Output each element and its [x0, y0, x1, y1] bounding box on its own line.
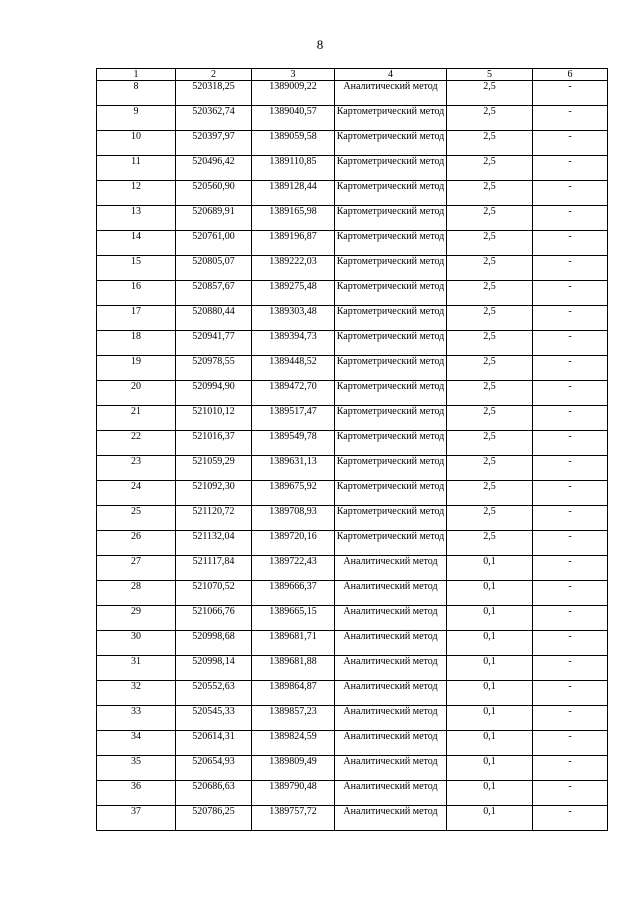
coord-x-cell: 520654,93 [176, 756, 252, 781]
coord-y-cell: 1389666,37 [252, 581, 335, 606]
accuracy-cell: 2,5 [447, 506, 533, 531]
coord-x-cell: 521117,84 [176, 556, 252, 581]
method-cell: Аналитический метод [335, 806, 447, 831]
point-number-cell: 23 [97, 456, 176, 481]
point-number-cell: 35 [97, 756, 176, 781]
point-number-cell: 8 [97, 81, 176, 106]
table-row [97, 106, 608, 131]
coord-x-cell: 520686,63 [176, 781, 252, 806]
coord-x-cell: 520978,55 [176, 356, 252, 381]
coord-x-cell: 520552,63 [176, 681, 252, 706]
accuracy-cell: 0,1 [447, 731, 533, 756]
coord-y-cell: 1389517,47 [252, 406, 335, 431]
table-row [97, 781, 608, 806]
method-cell: Аналитический метод [335, 631, 447, 656]
page-number: 8 [316, 37, 324, 52]
coord-y-cell: 1389222,03 [252, 256, 335, 281]
method-cell: Картометрический метод [335, 156, 447, 181]
point-number-cell: 9 [97, 106, 176, 131]
point-number-cell: 16 [97, 281, 176, 306]
coord-x-cell: 520994,90 [176, 381, 252, 406]
note-cell: - [533, 406, 608, 431]
table-row [97, 581, 608, 606]
accuracy-cell: 0,1 [447, 631, 533, 656]
coord-y-cell: 1389864,87 [252, 681, 335, 706]
method-cell: Картометрический метод [335, 256, 447, 281]
point-number-cell: 11 [97, 156, 176, 181]
table-row [97, 206, 608, 231]
note-cell: - [533, 456, 608, 481]
coord-y-cell: 1389165,98 [252, 206, 335, 231]
note-cell: - [533, 506, 608, 531]
method-cell: Картометрический метод [335, 106, 447, 131]
table-row [97, 806, 608, 831]
point-number-cell: 26 [97, 531, 176, 556]
point-number-cell: 28 [97, 581, 176, 606]
accuracy-cell: 0,1 [447, 806, 533, 831]
coord-y-cell: 1389059,58 [252, 131, 335, 156]
coord-x-cell: 520880,44 [176, 306, 252, 331]
coord-y-cell: 1389722,43 [252, 556, 335, 581]
note-cell: - [533, 806, 608, 831]
point-number-cell: 25 [97, 506, 176, 531]
column-header: 2 [176, 69, 252, 81]
note-cell: - [533, 431, 608, 456]
coord-y-cell: 1389549,78 [252, 431, 335, 456]
point-number-cell: 18 [97, 331, 176, 356]
note-cell: - [533, 81, 608, 106]
note-cell: - [533, 356, 608, 381]
method-cell: Картометрический метод [335, 406, 447, 431]
coordinates-table [96, 68, 608, 831]
coord-y-cell: 1389720,16 [252, 531, 335, 556]
accuracy-cell: 0,1 [447, 581, 533, 606]
coord-y-cell: 1389708,93 [252, 506, 335, 531]
accuracy-cell: 2,5 [447, 381, 533, 406]
method-cell: Картометрический метод [335, 131, 447, 156]
accuracy-cell: 2,5 [447, 181, 533, 206]
point-number-cell: 29 [97, 606, 176, 631]
coord-x-cell: 520786,25 [176, 806, 252, 831]
coord-x-cell: 520318,25 [176, 81, 252, 106]
accuracy-cell: 0,1 [447, 606, 533, 631]
point-number-cell: 37 [97, 806, 176, 831]
point-number-cell: 14 [97, 231, 176, 256]
table-row [97, 631, 608, 656]
table-row [97, 181, 608, 206]
accuracy-cell: 0,1 [447, 706, 533, 731]
coord-y-cell: 1389809,49 [252, 756, 335, 781]
table-row [97, 706, 608, 731]
table-row [97, 381, 608, 406]
accuracy-cell: 0,1 [447, 556, 533, 581]
note-cell: - [533, 106, 608, 131]
table-row [97, 456, 608, 481]
coord-x-cell: 520689,91 [176, 206, 252, 231]
point-number-cell: 12 [97, 181, 176, 206]
accuracy-cell: 2,5 [447, 331, 533, 356]
point-number-cell: 10 [97, 131, 176, 156]
point-number-cell: 19 [97, 356, 176, 381]
point-number-cell: 20 [97, 381, 176, 406]
note-cell: - [533, 731, 608, 756]
table-row [97, 256, 608, 281]
column-header: 6 [533, 69, 608, 81]
coord-x-cell: 521120,72 [176, 506, 252, 531]
note-cell: - [533, 581, 608, 606]
table-row [97, 481, 608, 506]
point-number-cell: 21 [97, 406, 176, 431]
note-cell: - [533, 706, 608, 731]
method-cell: Картометрический метод [335, 356, 447, 381]
coord-y-cell: 1389681,71 [252, 631, 335, 656]
coord-x-cell: 521070,52 [176, 581, 252, 606]
note-cell: - [533, 206, 608, 231]
note-cell: - [533, 231, 608, 256]
accuracy-cell: 2,5 [447, 231, 533, 256]
method-cell: Аналитический метод [335, 581, 447, 606]
table-header-row [97, 69, 608, 81]
method-cell: Картометрический метод [335, 181, 447, 206]
point-number-cell: 24 [97, 481, 176, 506]
coord-y-cell: 1389757,72 [252, 806, 335, 831]
coord-y-cell: 1389790,48 [252, 781, 335, 806]
point-number-cell: 34 [97, 731, 176, 756]
method-cell: Аналитический метод [335, 656, 447, 681]
coord-x-cell: 520998,68 [176, 631, 252, 656]
note-cell: - [533, 156, 608, 181]
coord-y-cell: 1389681,88 [252, 656, 335, 681]
method-cell: Аналитический метод [335, 756, 447, 781]
accuracy-cell: 2,5 [447, 481, 533, 506]
accuracy-cell: 2,5 [447, 106, 533, 131]
method-cell: Картометрический метод [335, 206, 447, 231]
coord-x-cell: 520397,97 [176, 131, 252, 156]
table-row [97, 131, 608, 156]
method-cell: Аналитический метод [335, 731, 447, 756]
table-row [97, 356, 608, 381]
method-cell: Картометрический метод [335, 531, 447, 556]
table-row [97, 156, 608, 181]
coord-y-cell: 1389824,59 [252, 731, 335, 756]
coord-x-cell: 521132,04 [176, 531, 252, 556]
table-row [97, 331, 608, 356]
method-cell: Аналитический метод [335, 556, 447, 581]
coord-x-cell: 520998,14 [176, 656, 252, 681]
accuracy-cell: 0,1 [447, 756, 533, 781]
coord-x-cell: 520857,67 [176, 281, 252, 306]
point-number-cell: 32 [97, 681, 176, 706]
note-cell: - [533, 631, 608, 656]
coord-x-cell: 520614,31 [176, 731, 252, 756]
note-cell: - [533, 381, 608, 406]
coord-y-cell: 1389128,44 [252, 181, 335, 206]
note-cell: - [533, 681, 608, 706]
column-header: 1 [97, 69, 176, 81]
table-row [97, 681, 608, 706]
accuracy-cell: 2,5 [447, 531, 533, 556]
table-row [97, 281, 608, 306]
table-row [97, 506, 608, 531]
table-row [97, 656, 608, 681]
table-row [97, 606, 608, 631]
method-cell: Картометрический метод [335, 231, 447, 256]
note-cell: - [533, 556, 608, 581]
accuracy-cell: 2,5 [447, 456, 533, 481]
point-number-cell: 22 [97, 431, 176, 456]
coord-y-cell: 1389009,22 [252, 81, 335, 106]
coord-y-cell: 1389196,87 [252, 231, 335, 256]
accuracy-cell: 2,5 [447, 356, 533, 381]
note-cell: - [533, 606, 608, 631]
note-cell: - [533, 656, 608, 681]
coord-y-cell: 1389448,52 [252, 356, 335, 381]
coord-y-cell: 1389675,92 [252, 481, 335, 506]
coord-x-cell: 520941,77 [176, 331, 252, 356]
note-cell: - [533, 256, 608, 281]
method-cell: Картометрический метод [335, 381, 447, 406]
coord-y-cell: 1389472,70 [252, 381, 335, 406]
note-cell: - [533, 331, 608, 356]
accuracy-cell: 2,5 [447, 256, 533, 281]
column-header: 3 [252, 69, 335, 81]
accuracy-cell: 2,5 [447, 81, 533, 106]
method-cell: Аналитический метод [335, 606, 447, 631]
coord-x-cell: 520545,33 [176, 706, 252, 731]
table-row [97, 531, 608, 556]
note-cell: - [533, 306, 608, 331]
method-cell: Картометрический метод [335, 306, 447, 331]
coord-x-cell: 521016,37 [176, 431, 252, 456]
table-body [97, 69, 608, 831]
accuracy-cell: 2,5 [447, 281, 533, 306]
coord-x-cell: 520496,42 [176, 156, 252, 181]
table-row [97, 306, 608, 331]
point-number-cell: 30 [97, 631, 176, 656]
coord-y-cell: 1389631,13 [252, 456, 335, 481]
point-number-cell: 31 [97, 656, 176, 681]
accuracy-cell: 2,5 [447, 306, 533, 331]
coord-y-cell: 1389110,85 [252, 156, 335, 181]
point-number-cell: 17 [97, 306, 176, 331]
note-cell: - [533, 781, 608, 806]
point-number-cell: 27 [97, 556, 176, 581]
coord-x-cell: 520362,74 [176, 106, 252, 131]
method-cell: Картометрический метод [335, 281, 447, 306]
note-cell: - [533, 531, 608, 556]
coord-y-cell: 1389275,48 [252, 281, 335, 306]
method-cell: Аналитический метод [335, 706, 447, 731]
method-cell: Картометрический метод [335, 431, 447, 456]
table-row [97, 231, 608, 256]
coord-y-cell: 1389040,57 [252, 106, 335, 131]
accuracy-cell: 2,5 [447, 156, 533, 181]
point-number-cell: 33 [97, 706, 176, 731]
accuracy-cell: 0,1 [447, 781, 533, 806]
method-cell: Картометрический метод [335, 506, 447, 531]
accuracy-cell: 2,5 [447, 131, 533, 156]
point-number-cell: 36 [97, 781, 176, 806]
coord-x-cell: 520560,90 [176, 181, 252, 206]
table-row [97, 731, 608, 756]
coord-y-cell: 1389303,48 [252, 306, 335, 331]
note-cell: - [533, 181, 608, 206]
column-header: 4 [335, 69, 447, 81]
coord-x-cell: 521059,29 [176, 456, 252, 481]
method-cell: Картометрический метод [335, 481, 447, 506]
note-cell: - [533, 756, 608, 781]
method-cell: Картометрический метод [335, 331, 447, 356]
table-row [97, 431, 608, 456]
method-cell: Аналитический метод [335, 681, 447, 706]
coord-y-cell: 1389665,15 [252, 606, 335, 631]
accuracy-cell: 0,1 [447, 656, 533, 681]
note-cell: - [533, 131, 608, 156]
coord-x-cell: 521092,30 [176, 481, 252, 506]
method-cell: Аналитический метод [335, 781, 447, 806]
coord-y-cell: 1389857,23 [252, 706, 335, 731]
note-cell: - [533, 481, 608, 506]
table-row [97, 81, 608, 106]
coord-x-cell: 521010,12 [176, 406, 252, 431]
note-cell: - [533, 281, 608, 306]
accuracy-cell: 0,1 [447, 681, 533, 706]
point-number-cell: 13 [97, 206, 176, 231]
table-row [97, 756, 608, 781]
accuracy-cell: 2,5 [447, 406, 533, 431]
coord-x-cell: 520805,07 [176, 256, 252, 281]
method-cell: Картометрический метод [335, 456, 447, 481]
table-row [97, 556, 608, 581]
coord-y-cell: 1389394,73 [252, 331, 335, 356]
point-number-cell: 15 [97, 256, 176, 281]
method-cell: Аналитический метод [335, 81, 447, 106]
coord-x-cell: 521066,76 [176, 606, 252, 631]
table-row [97, 406, 608, 431]
accuracy-cell: 2,5 [447, 431, 533, 456]
coord-x-cell: 520761,00 [176, 231, 252, 256]
accuracy-cell: 2,5 [447, 206, 533, 231]
column-header: 5 [447, 69, 533, 81]
